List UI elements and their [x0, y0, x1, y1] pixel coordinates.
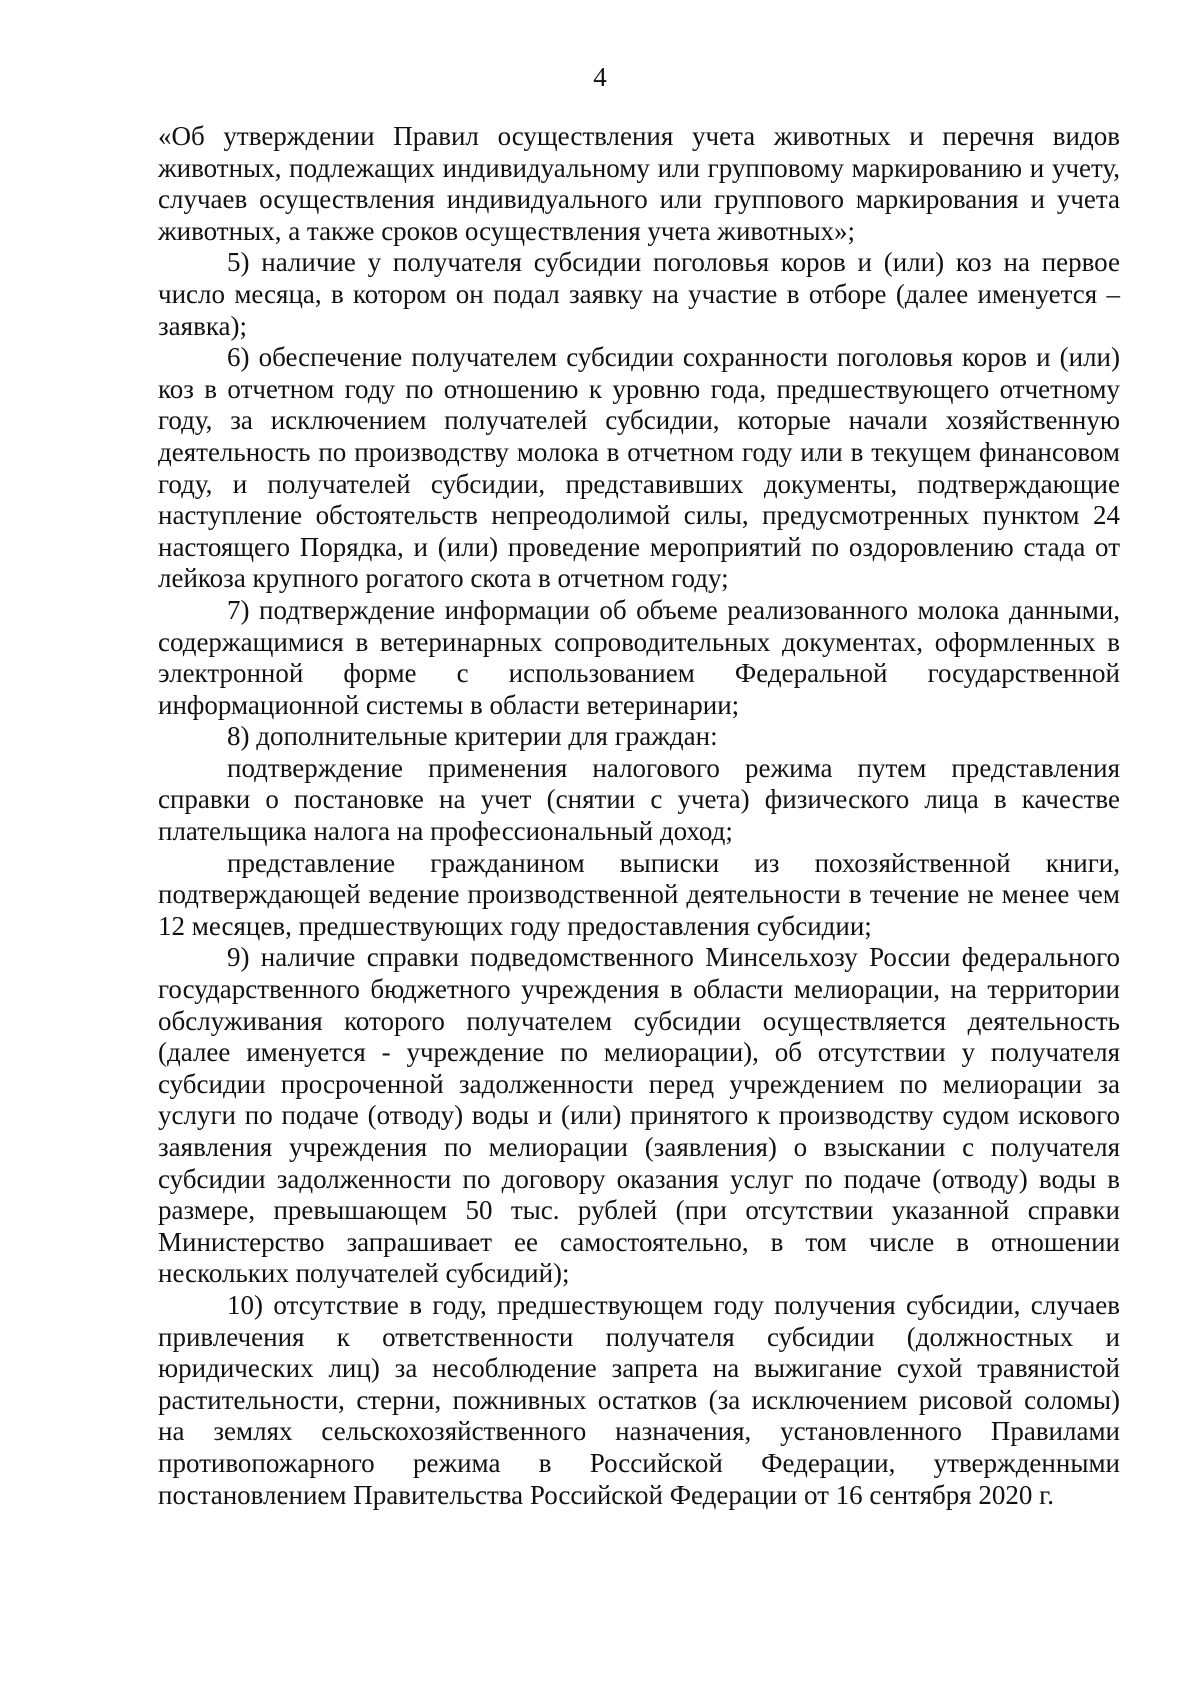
page-number: 4: [593, 62, 607, 92]
paragraph-continuation: «Об утверждении Правил осуществления учета животных и перечня видов животных, подлежащих индивидуальному или групповому маркированию и учету, случаев осуществления индивидуального или группового маркирования и учета животных, а также сроков осуществления учета животных»;: [158, 121, 1120, 246]
paragraph-item-5: 5) наличие у получателя субсидии поголовья коров и (или) коз на первое число месяца, в котором он подал заявку на участие в отборе (далее именуется – заявка);: [158, 247, 1120, 341]
paragraph-item-8: 8) дополнительные критерии для граждан:: [227, 721, 718, 752]
paragraph-item-8-sub-2: представление гражданином выписки из похозяйственной книги, подтверждающей ведение производственной деятельности в течение не менее чем 12 месяцев, предшествующих году предоставления субсидии;: [158, 847, 1120, 941]
paragraph-item-8-sub-1: подтверждение применения налогового режима путем представления справки о постановке на учет (снятии с учета) физического лица в качестве плательщика налога на профессиональный доход;: [158, 752, 1120, 847]
paragraph-item-7: 7) подтверждение информации об объеме реализованного молока данными, содержащимися в ветеринарных сопроводительных документах, оформленных в электронной форме с использованием Федеральной государственной информационной системы в области ветеринарии;: [158, 594, 1120, 720]
paragraph-item-10: 10) отсутствие в году, предшествующем году получения субсидии, случаев привлечения к ответственности получателя субсидии (должностных и юридических лиц) за несоблюдение запрета на выжигание сухой травянистой растительности, стерни, пожнивных остатков (за исключением рисовой соломы) на землях сельскохозяйственного назначения, установленного Правилами противопожарного режима в Российской Федерации, утвержденными постановлением Правительства Российской Федерации от 16 сентября 2020 г.: [158, 1289, 1120, 1510]
paragraph-item-6: 6) обеспечение получателем субсидии сохранности поголовья коров и (или) коз в отчетном году по отношению к уровню года, предшествующего отчетному году, за исключением получателей субсидии, которые начали хозяйственную деятельность по производству молока в отчетном году или в текущем финансовом году, и получателей субсидии, представивших документы, подтверждающие наступление обстоятельств непреодолимой силы, предусмотренных пунктом 24 настоящего Порядка, и (или) проведение мероприятий по оздоровлению стада от лейкоза крупного рогатого скота в отчетном году;: [158, 342, 1120, 594]
paragraph-item-9: 9) наличие справки подведомственного Минсельхозу России федерального государственного бюджетного учреждения в области мелиорации, на территории обслуживания которого получателем субсидии осуществляется деятельность (далее именуется - учреждение по мелиорации), об отсутствии у получателя субсидии просроченной задолженности перед учреждением по мелиорации за услуги по подаче (отводу) воды и (или) принятого к производству судом искового заявления учреждения по мелиорации (заявления) о взыскании с получателя субсидии задолженности по договору оказания услуг по подаче (отводу) воды в размере, превышающем 50 тыс. рублей (при отсутствии указанной справки Министерство запрашивает ее самостоятельно, в том числе в отношении нескольких получателей субсидий);: [158, 942, 1120, 1289]
document-body: [158, 121, 1120, 1511]
